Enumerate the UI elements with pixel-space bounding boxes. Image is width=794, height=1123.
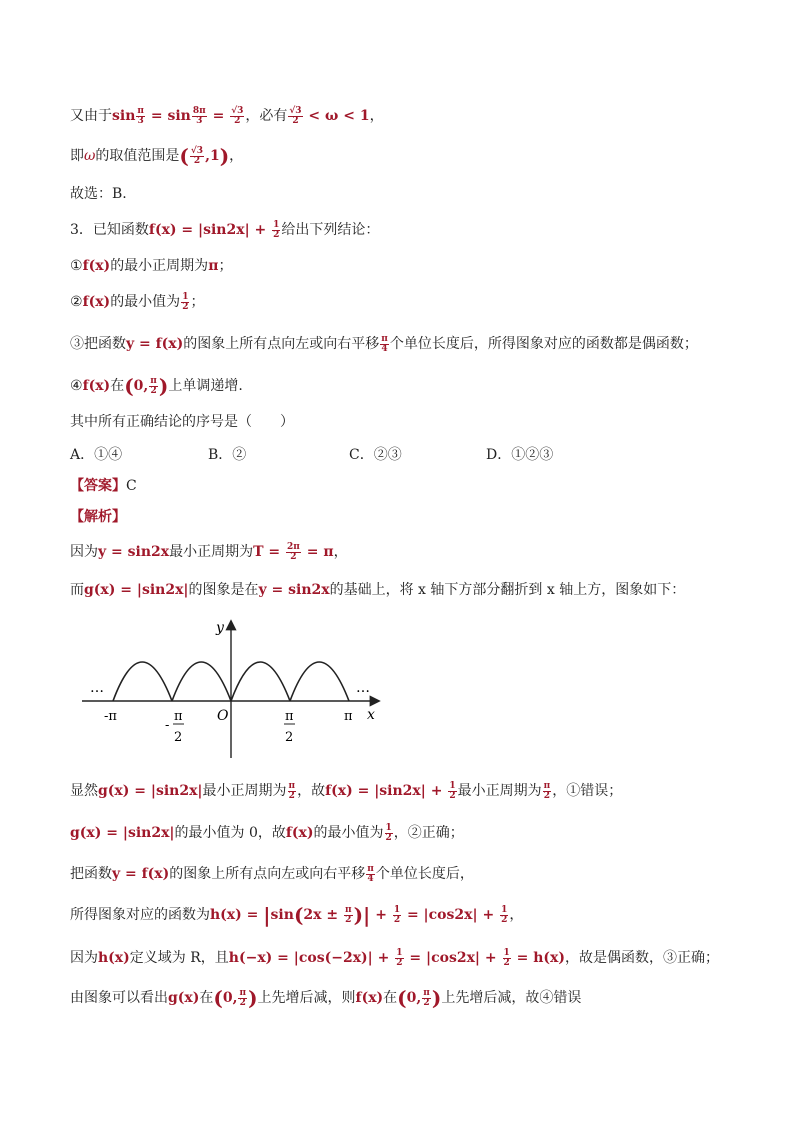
frac-num: 1 — [273, 219, 280, 230]
text: 给出下列结论： — [281, 222, 380, 238]
solution-step-4 — [70, 823, 464, 843]
tick-half-pi-top: π — [285, 709, 294, 724]
text: 在 — [383, 990, 398, 1006]
text: ； — [218, 258, 233, 274]
conclusion-2 — [70, 292, 204, 312]
math: sin — [112, 108, 136, 124]
text: 而 — [70, 582, 84, 598]
text: ④ — [70, 378, 83, 394]
text: 在 — [199, 990, 214, 1006]
solution-step-5 — [70, 864, 474, 884]
conclusion-4: ④f(x)在(0, $\frac{\pi}{2}$ )上单调递增. — [70, 374, 243, 398]
text: ； — [190, 294, 205, 310]
math: g(x) = |sin2x| — [70, 825, 175, 841]
tick-neg-half-pi-bottom: 2 — [174, 730, 183, 745]
frac-num: 1 — [396, 947, 403, 958]
text: ， — [509, 907, 524, 923]
frac-den: 2 — [290, 551, 297, 562]
frac-num: π — [381, 333, 388, 344]
frac-den: 2 — [449, 790, 456, 801]
text: 即 — [70, 148, 84, 164]
math: y = sin2x — [258, 582, 330, 598]
math: f(x) — [285, 825, 314, 841]
text: 上先增后减，则 — [257, 990, 356, 1006]
option-a: A．①④ — [70, 447, 123, 463]
frac-num: 1 — [182, 291, 189, 302]
math: y = f(x) — [126, 336, 184, 352]
frac-num: π — [150, 375, 157, 386]
frac-num: 1 — [449, 780, 456, 791]
math: < ω < 1 — [303, 108, 370, 124]
text: 显然 — [70, 783, 98, 799]
frac-num: 2π — [287, 541, 300, 552]
text: 上先增后减，故④错误 — [441, 990, 582, 1006]
abs-sine-graph — [80, 618, 390, 763]
math: + — [370, 907, 392, 923]
conclusion-1 — [70, 256, 232, 276]
text: ，故 — [297, 783, 326, 799]
analysis-heading — [70, 507, 126, 527]
curve-arch-3 — [231, 662, 290, 701]
text: 所得图象对应的函数为 — [70, 907, 210, 923]
text: 的最小值为 0，故 — [174, 825, 286, 841]
text: ， — [333, 544, 348, 560]
frac-den: 2 — [292, 115, 299, 126]
text: 的取值范围是 — [95, 148, 180, 164]
text: ② — [70, 294, 83, 310]
math: f(x) — [82, 378, 111, 394]
math: = sin — [145, 108, 191, 124]
math: T = — [253, 544, 285, 560]
math: 0, — [406, 990, 422, 1006]
math: sin — [270, 907, 294, 923]
solution-step-3 — [70, 781, 622, 801]
frac-den: 2 — [396, 957, 403, 968]
analysis-tag: 【解析】 — [70, 509, 126, 525]
frac-den: 2 — [193, 155, 201, 166]
math: f(x) — [82, 258, 111, 274]
dots-right: … — [356, 680, 370, 696]
math: = |cos2x| + — [402, 907, 500, 923]
text: 因为 — [70, 544, 98, 560]
x-axis-label: x — [367, 707, 375, 723]
question-ask: 其中所有正确结论的序号是（ ） — [70, 414, 294, 430]
math: h(x) = — [210, 907, 264, 923]
math: y = f(x) — [112, 866, 170, 882]
frac-den: 2 — [234, 115, 241, 126]
text: 的最小值为 — [110, 294, 181, 310]
frac-num: π — [239, 987, 247, 998]
text: ，必有 — [245, 108, 288, 124]
solution-step-7 — [70, 948, 719, 968]
math: ω — [84, 148, 96, 164]
frac-den: 2 — [393, 914, 401, 925]
text: 的图象是在 — [188, 582, 259, 598]
frac-num: π — [367, 863, 374, 874]
text: 最小正周期为 — [169, 544, 254, 560]
frac-num: √3 — [190, 145, 204, 156]
text: 上单调递增. — [168, 378, 243, 394]
frac-num: π — [137, 105, 144, 116]
frac-den: 4 — [381, 343, 388, 354]
conclusion-3 — [70, 334, 698, 354]
frac-den: 3 — [196, 115, 203, 126]
frac-den: 2 — [239, 997, 246, 1008]
frac-den: 2 — [288, 790, 295, 801]
math: ,1 — [205, 148, 220, 164]
text: 的最小值为 — [313, 825, 384, 841]
solution-step-2 — [70, 580, 685, 600]
text: 的基础上，将 x 轴下方部分翻折到 x 轴上方，图象如下： — [329, 582, 686, 598]
text: 把函数 — [70, 866, 112, 882]
tick-half-pi-bottom: 2 — [285, 730, 294, 745]
text: ① — [70, 258, 83, 274]
text: 的图象上所有点向左或向右平移 — [169, 866, 366, 882]
frac-den: 2 — [345, 914, 352, 925]
math: = |cos2x| + — [404, 950, 502, 966]
frac-num: 1 — [501, 904, 508, 915]
dots-left: … — [90, 680, 104, 696]
solution-line-1 — [70, 106, 384, 126]
solution-step-8: 由图象可以看出g(x)在(0, $\frac{\pi}{2}$ )上先增后减，则f(x)在(0, $\frac{\pi}{2}$ )上先增后减，故④错误 — [70, 986, 582, 1010]
math: 0, — [222, 990, 238, 1006]
frac-den: 2 — [503, 957, 510, 968]
math: f(x) = |sin2x| + — [148, 222, 272, 238]
text: ，①错误； — [552, 783, 623, 799]
solution-step-1 — [70, 542, 348, 562]
frac-num: √3 — [289, 105, 302, 116]
solution-step-6: 所得图象对应的函数为h(x) = |sin(2x ± $\frac{\pi}{2}$ )| + $\frac{1}{2}$ = |cos2x| + $\frac{1}{2}$ ， — [70, 903, 524, 927]
math: π — [208, 258, 219, 274]
curve-arch-1 — [113, 662, 172, 701]
math: y = sin2x — [98, 544, 170, 560]
question-3 — [70, 220, 379, 240]
frac-num: π — [288, 780, 296, 791]
tick-neg-half-pi-sign: - — [165, 718, 170, 733]
frac-num: π — [423, 987, 430, 998]
math: g(x) = |sin2x| — [84, 582, 189, 598]
math: h(−x) = |cos(−2x)| + — [228, 950, 395, 966]
math: g(x) — [168, 990, 200, 1006]
math: 0, — [133, 378, 149, 394]
tick-neg-half-pi-top: π — [174, 709, 183, 724]
frac-num: π — [344, 904, 352, 915]
text: ③把函数 — [70, 336, 126, 352]
frac-num: 8π — [192, 105, 206, 116]
text: 个单位长度后，所得图象对应的函数都是偶函数； — [389, 336, 698, 352]
text: 的最小正周期为 — [110, 258, 209, 274]
math: = π — [301, 544, 334, 560]
option-c: C．②③ — [349, 447, 402, 463]
text: ， — [369, 108, 384, 124]
origin-label: O — [217, 708, 229, 724]
frac-den: 2 — [273, 229, 280, 240]
text: 又由于 — [70, 108, 112, 124]
tick-pi: π — [344, 709, 353, 724]
answer-line — [70, 476, 137, 496]
frac-den: 2 — [385, 832, 392, 843]
math: f(x) = |sin2x| + — [325, 783, 448, 799]
frac-num: √3 — [231, 105, 244, 116]
frac-den: 3 — [137, 115, 144, 126]
frac-den: 2 — [501, 914, 508, 925]
option-b: B．② — [208, 447, 247, 463]
solution-line-2: 即ω的取值范围是( $\frac{√3}{2}$ ,1)， — [70, 144, 244, 168]
math: f(x) — [355, 990, 384, 1006]
option-d: D．①②③ — [486, 447, 554, 463]
frac-den: 2 — [543, 790, 551, 801]
text: 最小正周期为 — [457, 783, 542, 799]
math: h(x) — [98, 950, 130, 966]
answer-value: C — [126, 478, 137, 494]
math: f(x) — [82, 294, 111, 310]
text: 定义域为 R，且 — [129, 950, 229, 966]
text: 由图象可以看出 — [70, 990, 168, 1006]
text: 个单位长度后， — [375, 866, 474, 882]
text: 最小正周期为 — [202, 783, 287, 799]
answer-tag: 【答案】 — [70, 478, 126, 494]
tick-neg-pi: -π — [104, 709, 117, 724]
text: 在 — [110, 378, 125, 394]
choice-line: 故选：B. — [70, 186, 127, 202]
text: 因为 — [70, 950, 98, 966]
frac-num: 1 — [503, 947, 510, 958]
y-axis-label: y — [216, 620, 224, 636]
text: ，故是偶函数，③正确； — [565, 950, 720, 966]
math: = — [207, 108, 230, 124]
frac-num: 1 — [385, 822, 392, 833]
text: 的图象上所有点向左或向右平移 — [183, 336, 380, 352]
math: = h(x) — [511, 950, 566, 966]
curve-arch-4 — [290, 662, 349, 701]
math: 2x ± — [303, 907, 343, 923]
frac-num: 1 — [393, 904, 401, 915]
text: ， — [229, 148, 244, 164]
curve-arch-2 — [172, 662, 231, 701]
frac-den: 4 — [367, 873, 374, 884]
frac-den: 2 — [182, 301, 189, 312]
frac-den: 2 — [150, 385, 157, 396]
frac-num: π — [543, 780, 551, 791]
text: ，②正确； — [393, 825, 464, 841]
text: 3．已知函数 — [70, 222, 149, 238]
frac-den: 2 — [423, 997, 430, 1008]
math: g(x) = |sin2x| — [98, 783, 203, 799]
